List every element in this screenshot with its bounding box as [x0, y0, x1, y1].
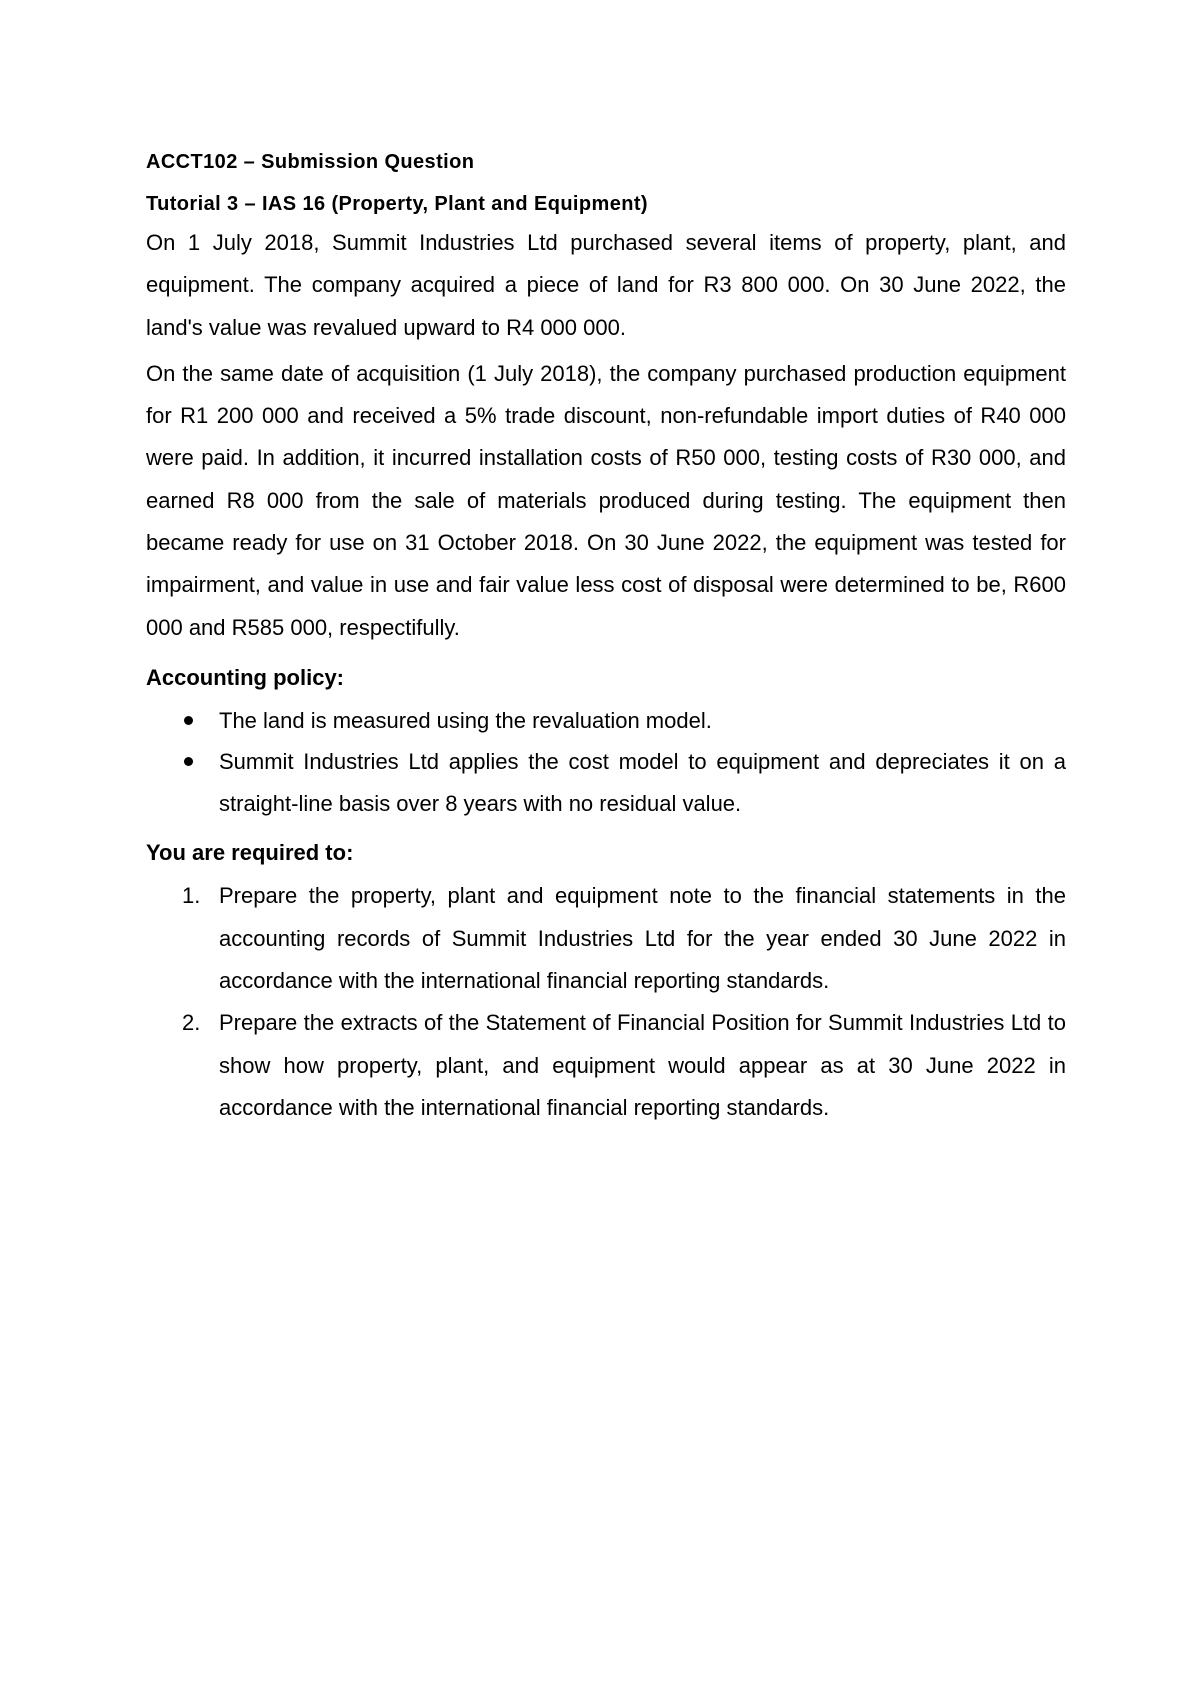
policy-item-text: The land is measured using the revaluation model. — [219, 707, 712, 733]
bullet-icon — [184, 757, 193, 766]
scenario-paragraph-land: On 1 July 2018, Summit Industries Ltd purchased several items of property, plant, and equipment. The company acquired a piece of land for R3 800 000. On 30 June 2022, the land's value was revalued upward to R4 000 000. — [146, 230, 1066, 340]
item-number: 2. — [182, 1010, 201, 1036]
requirement-text: Prepare the extracts of the Statement of Financial Position for Summit Industries Ltd to show how property, plant, and equipment would appear as at 30 June 2022 in accordance with the international financial reporting standards. — [219, 1010, 1066, 1120]
list-item — [146, 741, 1066, 824]
requirements-heading: You are required to: — [146, 840, 354, 866]
bullet-icon — [184, 716, 193, 725]
scenario-paragraph-equipment: On the same date of acquisition (1 July 2018), the company purchased production equipment for R1 200 000 and received a 5% trade discount, non-refundable import duties of R40 000 were paid. In addition, it incurred installation costs of R50 000, testing costs of R30 000, and earned R8 000 from the sale of materials produced during testing. The equipment then became ready for use on 31 October 2018. On 30 June 2022, the equipment was tested for impairment, and value in use and fair value less cost of disposal were determined to be, R600 000 and R585 000, respectifully. — [146, 360, 1066, 640]
list-item — [146, 700, 1066, 742]
course-title: ACCT102 – Submission Question — [146, 151, 475, 173]
policy-item-text: Summit Industries Ltd applies the cost model to equipment and depreciates it on a straight-line basis over 8 years with no residual value. — [219, 749, 1066, 816]
list-item — [146, 1002, 1066, 1129]
list-item — [146, 875, 1066, 1002]
requirement-text: Prepare the property, plant and equipment note to the financial statements in the accounting records of Summit Industries Ltd for the year ended 30 June 2022 in accordance with the international financial reporting standards. — [219, 883, 1066, 994]
accounting-policy-list — [146, 700, 1066, 825]
item-number: 1. — [182, 883, 201, 909]
tutorial-title: Tutorial 3 – IAS 16 (Property, Plant and Equipment) — [146, 193, 648, 215]
accounting-policy-heading: Accounting policy: — [146, 664, 344, 690]
requirements-list — [146, 875, 1066, 1129]
document-body — [146, 140, 1066, 1129]
